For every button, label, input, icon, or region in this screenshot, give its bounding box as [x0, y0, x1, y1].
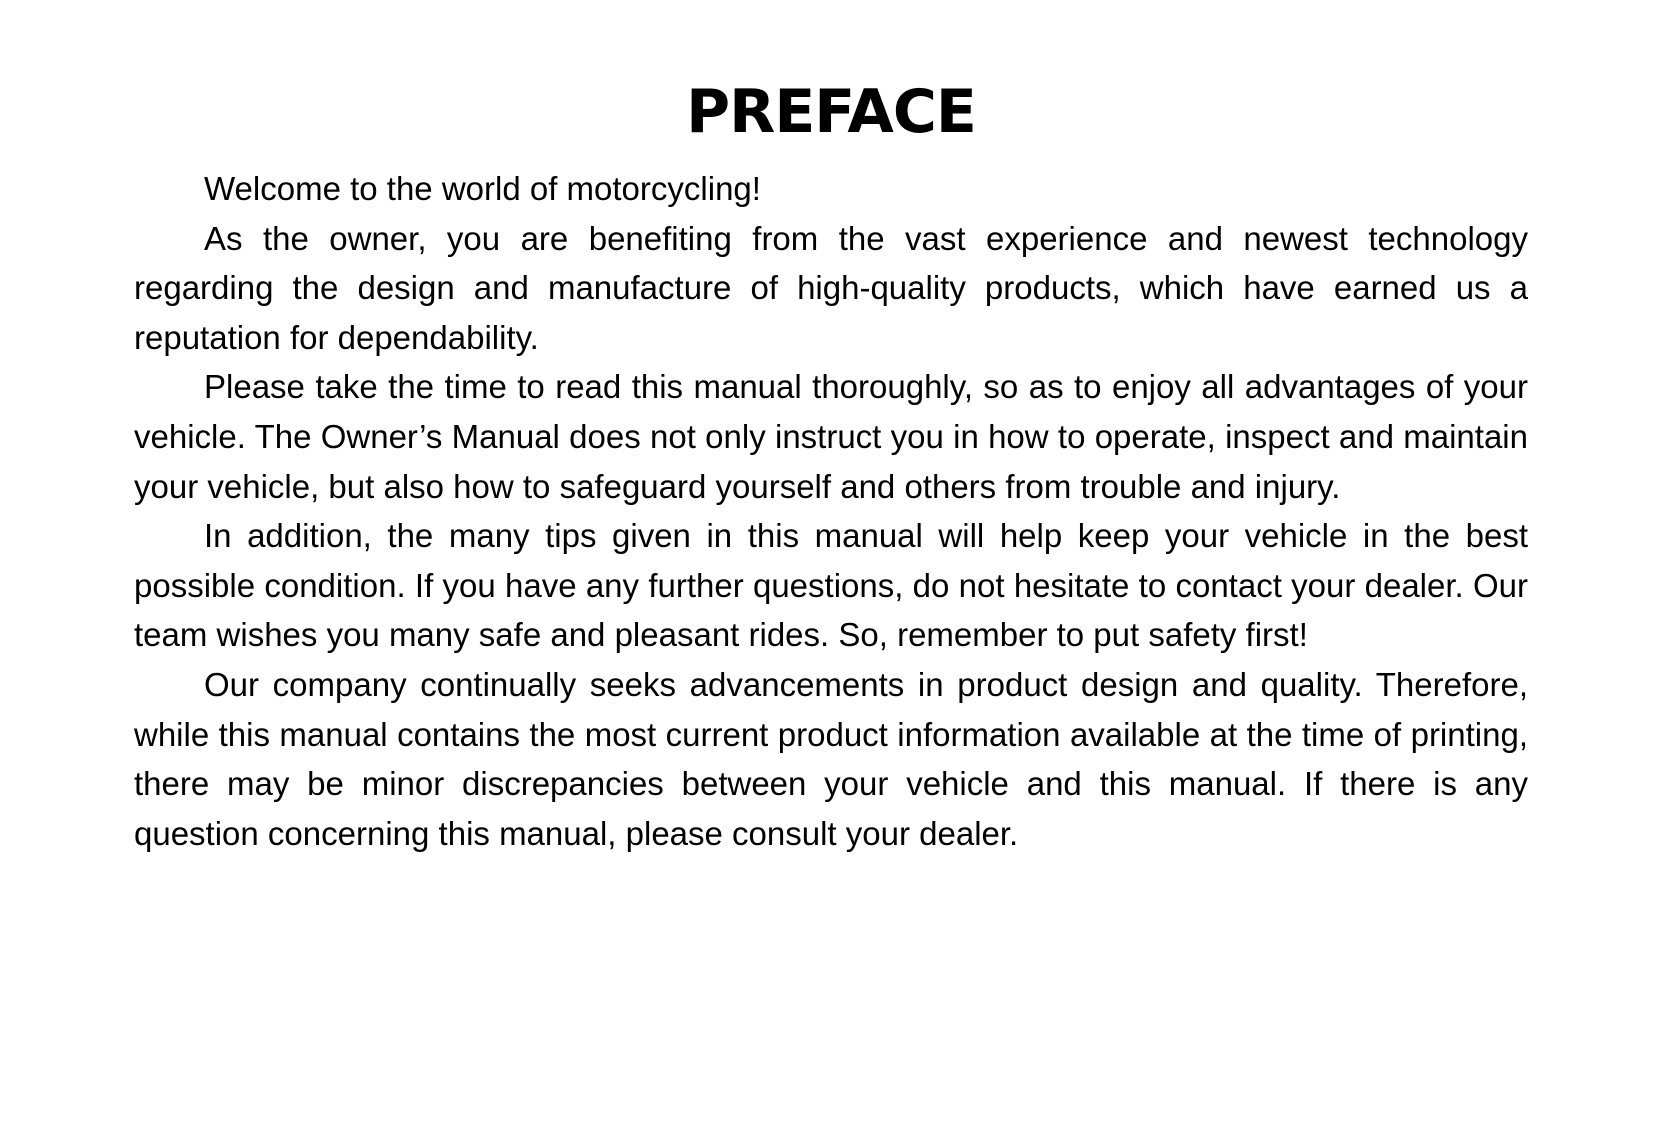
paragraph-tips: In addition, the many tips given in this manual will help keep your vehicle in the best possible condition. If you have any further questions, do not hesitate to contact your dealer. Our team wishes you many safe and pleasant rides. So, remember to put safety first!: [134, 517, 1528, 654]
paragraph-read-manual: Please take the time to read this manual thoroughly, so as to enjoy all advantages of your vehicle. The Owner’s Manual does not only instruct you in how to operate, inspect and maintain your vehicle, but also how to safeguard yourself and others from trouble and injury.: [134, 368, 1528, 505]
paragraph-discrepancies: Our company continually seeks advancements in product design and quality. Therefore, while this manual contains the most current product information available at the time of printing, there may be minor discrepancies between your vehicle and this manual. If there is any question concerning this manual, please consult your dealer.: [134, 665, 1528, 852]
page-title: PREFACE: [686, 77, 976, 147]
paragraph-owner-benefits: As the owner, you are benefiting from the vast experience and newest technology regarding the design and manufacture of high-quality products, which have earned us a reputation for dependability.: [134, 219, 1528, 356]
paragraph-welcome: Welcome to the world of motorcycling!: [204, 170, 761, 207]
document-page: [134, 70, 1528, 858]
